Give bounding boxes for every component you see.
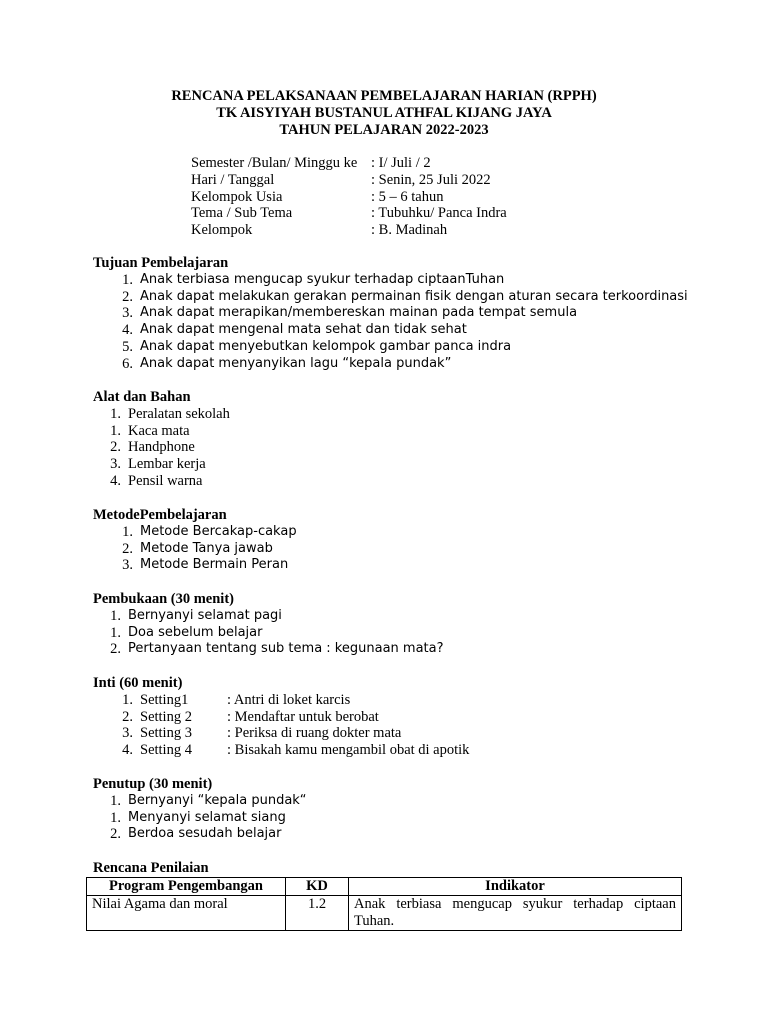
list-text: Menyanyi selamat siang — [128, 809, 286, 825]
tujuan-list — [93, 272, 688, 373]
header-year: TAHUN PELAJARAN 2022-2023 — [279, 122, 489, 138]
info-row — [191, 172, 507, 189]
list-text: Anak dapat menyebutkan kelompok gambar panca indra — [140, 338, 512, 354]
info-row — [191, 222, 507, 239]
info-row — [191, 189, 507, 206]
list-number: 1. — [110, 624, 121, 641]
list-item — [93, 423, 230, 440]
info-value: : Tubuhku/ Panca Indra — [371, 205, 507, 222]
alat-list — [93, 406, 230, 490]
list-text: Handphone — [128, 439, 195, 456]
list-item — [93, 625, 444, 642]
list-number: 1. — [110, 405, 121, 422]
list-number: 4. — [122, 742, 133, 759]
list-item — [93, 473, 230, 490]
list-item — [93, 725, 469, 742]
section-tujuan — [93, 255, 688, 373]
list-number: 2. — [110, 439, 121, 456]
list-number: 6. — [122, 355, 133, 372]
info-value: : I/ Juli / 2 — [371, 155, 431, 171]
list-text: Anak terbiasa mengucap syukur terhadap ciptaanTuhan — [140, 271, 505, 287]
list-item — [93, 272, 688, 289]
list-item — [93, 406, 230, 423]
list-text: Anak dapat menyanyikan lagu “kepala pundak” — [140, 355, 452, 371]
info-block — [191, 155, 507, 239]
list-text: Bernyanyi selamat pagi — [128, 607, 282, 623]
list-item — [93, 356, 688, 373]
list-number: 1. — [122, 271, 133, 288]
section-pembukaan — [93, 591, 444, 658]
list-item — [93, 742, 469, 759]
list-number: 2. — [122, 540, 133, 557]
list-item — [93, 709, 469, 726]
list-number: 2. — [122, 288, 133, 305]
setting-name: Setting 4 — [140, 742, 192, 759]
info-value: : 5 – 6 tahun — [371, 188, 444, 205]
list-number: 2. — [122, 708, 133, 725]
list-text: Bernyanyi “kepala pundak“ — [128, 792, 307, 808]
list-text: Metode Tanya jawab — [140, 540, 273, 556]
section-metode — [93, 507, 297, 574]
setting-description: : Mendaftar untuk berobat — [227, 708, 379, 725]
list-item — [93, 793, 307, 810]
list-number: 3. — [110, 456, 121, 473]
list-number: 1. — [110, 422, 121, 439]
list-item — [93, 339, 688, 356]
list-item — [93, 826, 307, 843]
assessment-table — [86, 877, 682, 931]
table-header-row — [87, 878, 682, 896]
setting-description: : Periksa di ruang dokter mata — [227, 725, 402, 742]
section-title: Inti (60 menit) — [93, 675, 183, 691]
list-item — [93, 641, 444, 658]
setting-name: Setting1 — [140, 691, 189, 708]
list-text: Anak dapat mengenal mata sehat dan tidak sehat — [140, 322, 467, 338]
section-title: Tujuan Pembelajaran — [93, 255, 229, 271]
list-text: Doa sebelum belajar — [128, 624, 263, 640]
info-value: : B. Madinah — [371, 222, 448, 239]
list-item — [93, 289, 688, 306]
pembukaan-list — [93, 608, 444, 658]
list-text: Metode Bercakap-cakap — [140, 523, 297, 539]
section-title: Pembukaan (30 menit) — [93, 591, 234, 607]
setting-name: Setting 2 — [140, 708, 192, 725]
indikator-cell: Anak terbiasa mengucap syukur terhadap ciptaan Tuhan. — [349, 896, 682, 931]
setting-name: Setting 3 — [140, 725, 192, 742]
column-header: Indikator — [349, 878, 682, 896]
section-title: Alat dan Bahan — [93, 389, 191, 405]
setting-description: : Bisakah kamu mengambil obat di apotik — [227, 742, 470, 759]
info-label: Kelompok Usia — [191, 188, 283, 205]
list-number: 1. — [110, 792, 121, 809]
column-header: Program Pengembangan — [87, 878, 286, 896]
setting-description: : Antri di loket karcis — [227, 691, 351, 708]
list-item — [93, 557, 297, 574]
list-item — [93, 608, 444, 625]
info-value: : Senin, 25 Juli 2022 — [371, 171, 491, 188]
list-number: 2. — [110, 641, 121, 658]
list-number: 5. — [122, 338, 133, 355]
header-title: RENCANA PELAKSANAAN PEMBELAJARAN HARIAN (RPPH) — [171, 88, 597, 104]
penutup-list — [93, 793, 307, 843]
list-text: Berdoa sesudah belajar — [128, 826, 282, 842]
list-number: 1. — [122, 523, 133, 540]
list-text: Metode Bermain Peran — [140, 557, 289, 573]
list-text: Kaca mata — [128, 422, 190, 439]
info-row — [191, 205, 507, 222]
inti-list — [93, 692, 469, 759]
list-text: Anak dapat merapikan/membereskan mainan pada tempat semula — [140, 305, 578, 321]
kd-cell: 1.2 — [286, 896, 349, 931]
list-item — [93, 305, 688, 322]
list-item — [93, 322, 688, 339]
list-item — [93, 456, 230, 473]
metode-list — [93, 524, 297, 574]
section-penilaian — [93, 860, 209, 877]
program-cell: Nilai Agama dan moral — [87, 896, 286, 931]
list-text: Pertanyaan tentang sub tema : kegunaan mata? — [128, 641, 444, 657]
list-number: 1. — [122, 691, 133, 708]
list-number: 3. — [122, 557, 133, 574]
section-alat — [93, 389, 230, 490]
info-label: Hari / Tanggal — [191, 171, 275, 188]
info-label: Kelompok — [191, 222, 253, 239]
list-text: Peralatan sekolah — [128, 405, 230, 422]
list-number: 4. — [110, 472, 121, 489]
list-text: Pensil warna — [128, 472, 203, 489]
column-header: KD — [286, 878, 349, 896]
list-text: Anak dapat melakukan gerakan permainan fisik dengan aturan secara terkoordinasi — [140, 288, 688, 304]
header-school: TK AISYIYAH BUSTANUL ATHFAL KIJANG JAYA — [216, 105, 552, 121]
list-number: 1. — [110, 607, 121, 624]
list-number: 3. — [122, 305, 133, 322]
list-number: 3. — [122, 725, 133, 742]
section-penutup — [93, 776, 307, 843]
list-item — [93, 524, 297, 541]
info-label: Tema / Sub Tema — [191, 205, 293, 222]
section-title: Penutup (30 menit) — [93, 776, 213, 792]
list-number: 2. — [110, 826, 121, 843]
info-label: Semester /Bulan/ Minggu ke — [191, 155, 358, 171]
list-number: 1. — [110, 809, 121, 826]
list-item — [93, 810, 307, 827]
info-row — [191, 155, 507, 172]
section-title: MetodePembelajaran — [93, 507, 227, 523]
section-title: Rencana Penilaian — [93, 860, 209, 876]
list-number: 4. — [122, 322, 133, 339]
list-item — [93, 439, 230, 456]
document-header — [0, 88, 768, 139]
list-text: Lembar kerja — [128, 456, 206, 473]
table-row — [87, 896, 682, 931]
list-item — [93, 692, 469, 709]
list-item — [93, 541, 297, 558]
section-inti — [93, 675, 469, 759]
